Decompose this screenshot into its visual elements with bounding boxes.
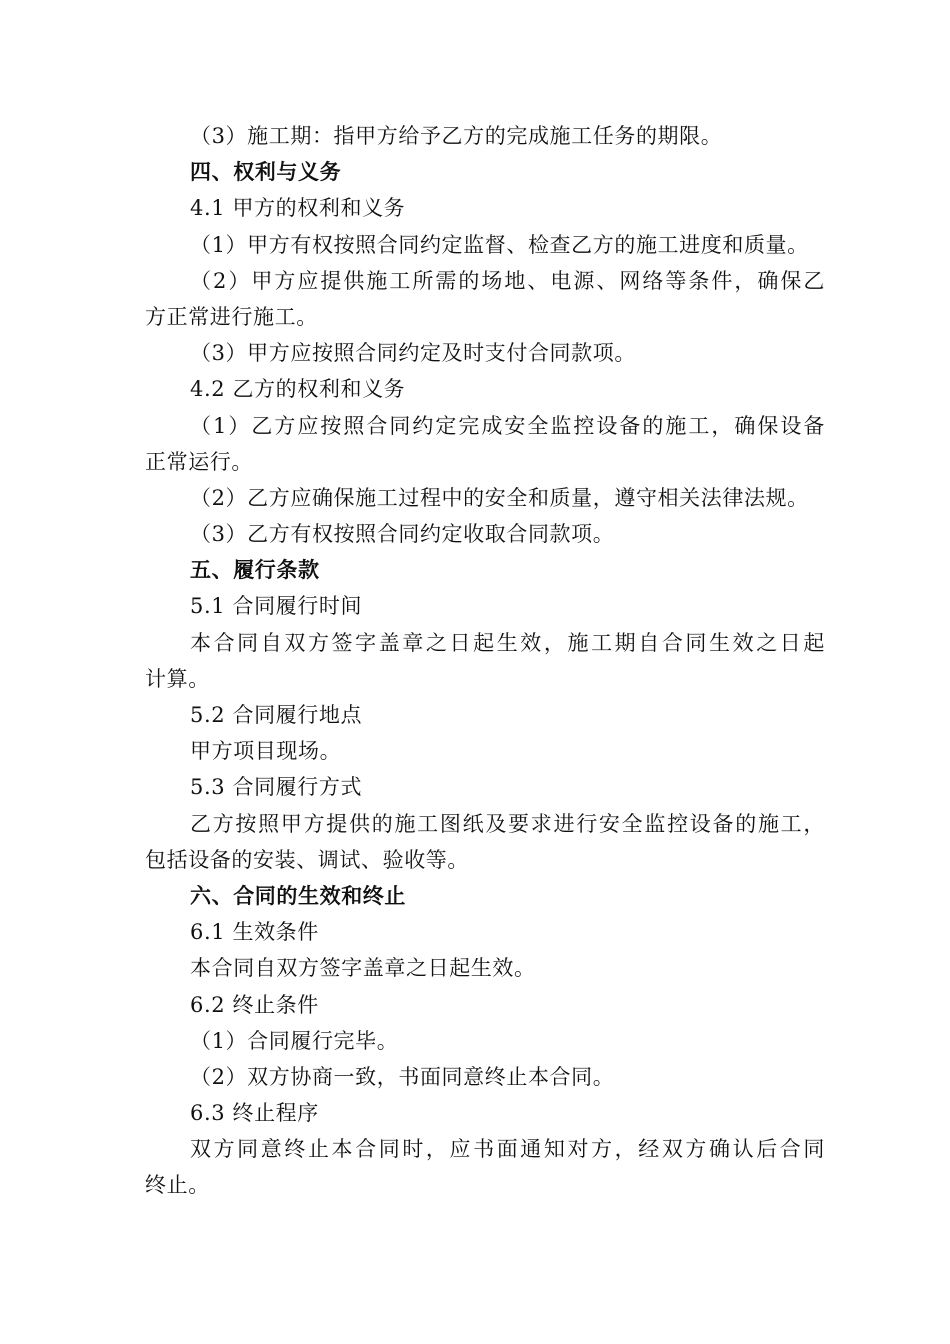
paragraph-line: 6.1 生效条件 [190, 920, 319, 945]
paragraph-line: 5.3 合同履行方式 [190, 775, 363, 800]
paragraph-line: （2）乙方应确保施工过程中的安全和质量，遵守相关法律法规。 [190, 485, 809, 510]
paragraph-line: 双方同意终止本合同时，应书面通知对方，经双方确认后合同 [190, 1137, 825, 1162]
paragraph-line: 计算。 [145, 666, 210, 691]
paragraph-line: 5.1 合同履行时间 [190, 594, 363, 619]
paragraph-line: 包括设备的安装、调试、验收等。 [145, 847, 469, 872]
paragraph-line: 4.2 乙方的权利和义务 [190, 377, 406, 402]
paragraph-line: （1）合同履行完毕。 [190, 1028, 399, 1053]
section-heading: 四、权利与义务 [190, 159, 342, 185]
paragraph-line: 终止。 [145, 1173, 210, 1198]
paragraph-line: 4.1 甲方的权利和义务 [190, 196, 406, 221]
paragraph-line: 5.2 合同履行地点 [190, 703, 363, 727]
paragraph-line: 6.2 终止条件 [190, 992, 319, 1017]
paragraph-line: （3）乙方有权按照合同约定收取合同款项。 [190, 522, 615, 547]
paragraph-line: （3）施工期：指甲方给予乙方的完成施工任务的期限。 [190, 124, 723, 148]
paragraph-line: 方正常进行施工。 [145, 304, 318, 329]
paragraph-line: 本合同自双方签字盖章之日起生效。 [190, 956, 536, 981]
paragraph-line: （2）甲方应提供施工所需的场地、电源、网络等条件，确保乙 [190, 268, 825, 293]
paragraph-line: 本合同自双方签字盖章之日起生效，施工期自合同生效之日起 [190, 630, 825, 655]
paragraph-line: （2）双方协商一致，书面同意终止本合同。 [190, 1064, 615, 1089]
paragraph-line: 6.3 终止程序 [190, 1101, 319, 1126]
paragraph-line: 甲方项目现场。 [190, 739, 342, 764]
paragraph-line: （3）甲方应按照合同约定及时支付合同款项。 [190, 341, 636, 366]
paragraph-line: 乙方按照甲方提供的施工图纸及要求进行安全监控设备的施工， [190, 811, 825, 836]
section-heading: 五、履行条款 [190, 557, 320, 583]
paragraph-line: （1）乙方应按照合同约定完成安全监控设备的施工，确保设备 [190, 413, 825, 438]
section-heading: 六、合同的生效和终止 [190, 882, 406, 908]
document-body [145, 118, 825, 1204]
paragraph-line: （1）甲方有权按照合同约定监督、检查乙方的施工进度和质量。 [190, 232, 809, 257]
paragraph-line: 正常运行。 [145, 449, 253, 474]
